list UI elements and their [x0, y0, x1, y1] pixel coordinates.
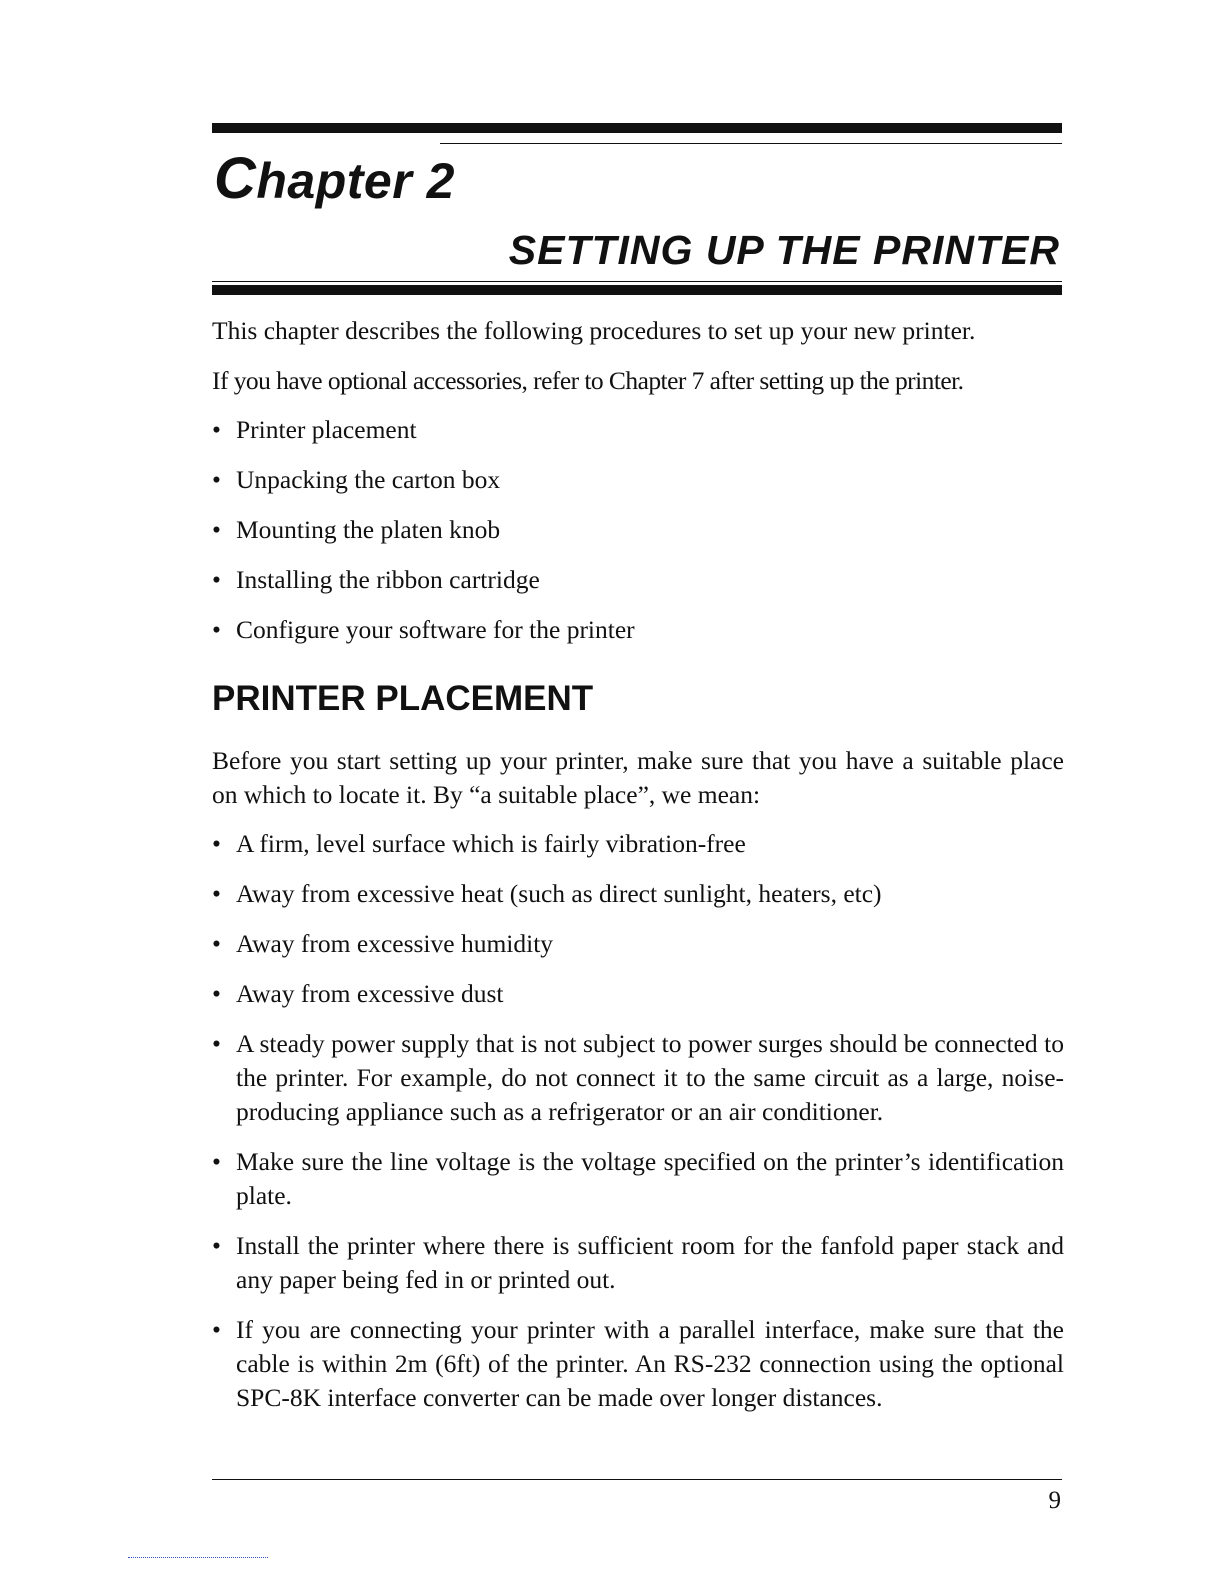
bullet: •	[212, 979, 221, 1008]
list-item	[212, 413, 1064, 447]
list-item-text: A steady power supply that is not subject to power surges should be connected to the printer. For example, do not connect it to the same circuit as a large, noise-producing appliance such as a refrigerator or an air conditioner.	[236, 1029, 1064, 1126]
list-item-text: Printer placement	[236, 415, 417, 444]
page-number: 9	[1048, 1487, 1061, 1514]
section-title: SETTING UP THE PRINTER	[508, 227, 1060, 273]
bullet: •	[212, 615, 221, 644]
list-item-text: Installing the ribbon cartridge	[236, 565, 540, 594]
bullet: •	[212, 1315, 221, 1344]
list-item	[212, 563, 1064, 597]
chapter-title	[214, 146, 455, 211]
bullet: •	[212, 515, 221, 544]
title-underline-thin-rule	[212, 281, 1062, 282]
list-item-text: Away from excessive dust	[236, 979, 504, 1008]
procedure-list	[212, 413, 1064, 647]
bullet: •	[212, 1147, 221, 1176]
list-item	[212, 877, 1064, 911]
list-item	[212, 1027, 1064, 1129]
list-item-text: Install the printer where there is sufficient room for the fanfold paper stack and any paper being fed in or printed out.	[236, 1231, 1064, 1294]
placement-intro: Before you start setting up your printer, make sure that you have a suitable place on which to locate it. By “a suitable place”, we mean:	[212, 746, 1064, 809]
list-item-text: Make sure the line voltage is the voltage specified on the printer’s identification plate.	[236, 1147, 1064, 1210]
list-item	[212, 827, 1064, 861]
list-item-text: Mounting the platen knob	[236, 515, 501, 544]
bullet: •	[212, 465, 221, 494]
placement-list	[212, 827, 1064, 1415]
list-item	[212, 613, 1064, 647]
bullet: •	[212, 565, 221, 594]
bullet: •	[212, 415, 221, 444]
list-item	[212, 927, 1064, 961]
intro-line-2: If you have optional accessories, refer to Chapter 7 after setting up the printer.	[212, 366, 964, 395]
bullet: •	[212, 879, 221, 908]
printer-placement-heading: PRINTER PLACEMENT	[212, 679, 594, 718]
list-item-text: A firm, level surface which is fairly vibration-free	[236, 829, 746, 858]
footer-rule	[212, 1479, 1062, 1480]
chapter-title-rest: hapter 2	[256, 153, 455, 209]
list-item	[212, 1229, 1064, 1297]
list-item-text: Unpacking the carton box	[236, 465, 501, 494]
bullet: •	[212, 1029, 221, 1058]
list-item-text: If you are connecting your printer with a parallel interface, make sure that the cable is within 2m (6ft) of the printer. An RS-232 connection using the optional SPC-8K interface converter can be made over longer distances.	[236, 1315, 1064, 1412]
list-item-text: Configure your software for the printer	[236, 615, 635, 644]
list-item-text: Away from excessive humidity	[236, 929, 554, 958]
intro-line-1: This chapter describes the following procedures to set up your new printer.	[212, 316, 976, 345]
bullet: •	[212, 1231, 221, 1260]
list-item	[212, 463, 1064, 497]
top-thin-rule	[440, 143, 1062, 144]
list-item-text: Away from excessive heat (such as direct sunlight, heaters, etc)	[236, 879, 882, 908]
list-item	[212, 977, 1064, 1011]
list-item	[212, 1145, 1064, 1213]
list-item	[212, 513, 1064, 547]
list-item	[212, 1313, 1064, 1415]
title-underline-thick-rule	[212, 285, 1062, 295]
top-thick-rule	[212, 123, 1062, 133]
scan-edge-mark	[128, 1557, 268, 1559]
bullet: •	[212, 829, 221, 858]
bullet: •	[212, 929, 221, 958]
chapter-title-initial: C	[214, 146, 257, 211]
